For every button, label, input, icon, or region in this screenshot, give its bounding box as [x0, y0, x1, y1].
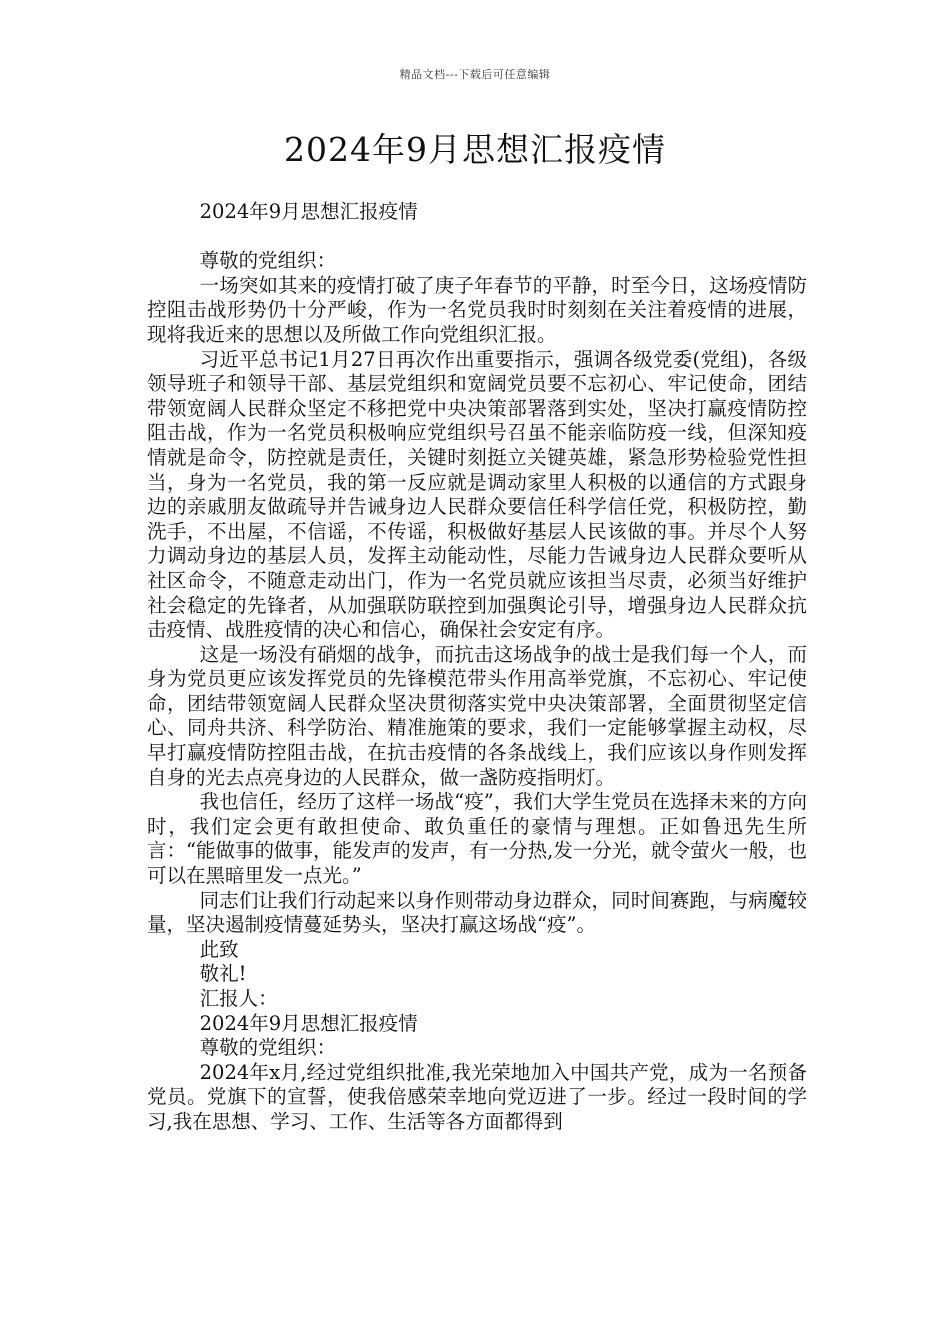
paragraph: 同志们让我们行动起来以身作则带动身边群众，同时间赛跑，与病魔较量，坚决遏制疫情蔓延势头，坚决打赢这场战“疫”。 — [147, 888, 807, 937]
paragraph: 我也信任，经历了这样一场战“疫”，我们大学生党员在选择未来的方向时，我们定会更有敢担使命、敢负重任的豪情与理想。正如鲁迅先生所言：“能做事的做事，能发声的发声，有一分热,发一分光，就令萤火一般，也可以在黑暗里发一点光。” — [147, 790, 807, 888]
paragraph: 一场突如其来的疫情打破了庚子年春节的平静，时至今日，这场疫情防控阻击战形势仍十分严峻，作为一名党员我时时刻刻在关注着疫情的进展，现将我近来的思想以及所做工作向党组织汇报。 — [147, 273, 807, 346]
second-salutation: 尊敬的党组织： — [199, 1036, 337, 1060]
salutation: 尊敬的党组织： — [199, 249, 337, 273]
paragraph: 这是一场没有硝烟的战争，而抗击这场战争的战士是我们每一个人，而身为党员更应该发挥党员的先锋模范带头作用高举党旗，不忘初心、牢记使命，团结带领宽阔人民群众坚决贯彻落实党中央决策部署，全面贯彻坚定信心、同舟共济、科学防治、精准施策的要求，我们一定能够掌握主动权，尽早打赢疫情防控阻击战，在抗击疫情的各条战线上，我们应该以身作则发挥自身的光去点亮身边的人民群众，做一盏防疫指明灯。 — [147, 642, 807, 789]
paragraph: 2024年x月,经过党组织批准,我光荣地加入中国共产党，成为一名预备党员。党旗下的宣誓，使我倍感荣幸地向党迈进了一步。经过一段时间的学习,我在思想、学习、工作、生活等各方面都得到 — [147, 1060, 807, 1133]
closing-greeting: 敬礼! — [199, 962, 247, 986]
document-title: 2024年9月思想汇报疫情 — [284, 130, 666, 169]
paragraph: 习近平总书记1月27日再次作出重要指示，强调各级党委(党组)，各级领导班子和领导干部、基层党组织和宽阔党员要不忘初心、牢记使命，团结带领宽阔人民群众坚定不移把党中央决策部署落到实处，坚决打赢疫情防控阻击战，作为一名党员积极响应党组织号召虽不能亲临防疫一线，但深知疫情就是命令，防控就是责任，关键时刻挺立关键英雄，紧急形势检验党性担当，身为一名党员，我的第一反应就是调动家里人积极的以通信的方式跟身边的亲戚朋友做疏导并告诫身边人民群众要信任科学信任党，积极防控，勤洗手，不出屋，不信谣，不传谣，积极做好基层人民该做的事。并尽个人努力调动身边的基层人员，发挥主动能动性，尽能力告诫身边人民群众要听从社区命令，不随意走动出门，作为一名党员就应该担当尽责，必须当好维护社会稳定的先锋者，从加强联防联控到加强舆论引导，增强身边人民群众抗击疫情、战胜疫情的决心和信心，确保社会安定有序。 — [147, 347, 807, 642]
second-report-title: 2024年9月思想汇报疫情 — [199, 1011, 418, 1035]
page-header-note: 精品文档---下载后可任意编辑 — [399, 68, 551, 81]
closing-line: 此致 — [199, 937, 239, 961]
reporter-label: 汇报人： — [199, 987, 278, 1010]
document-subtitle: 2024年9月思想汇报疫情 — [199, 200, 418, 223]
document-body — [147, 200, 807, 1135]
